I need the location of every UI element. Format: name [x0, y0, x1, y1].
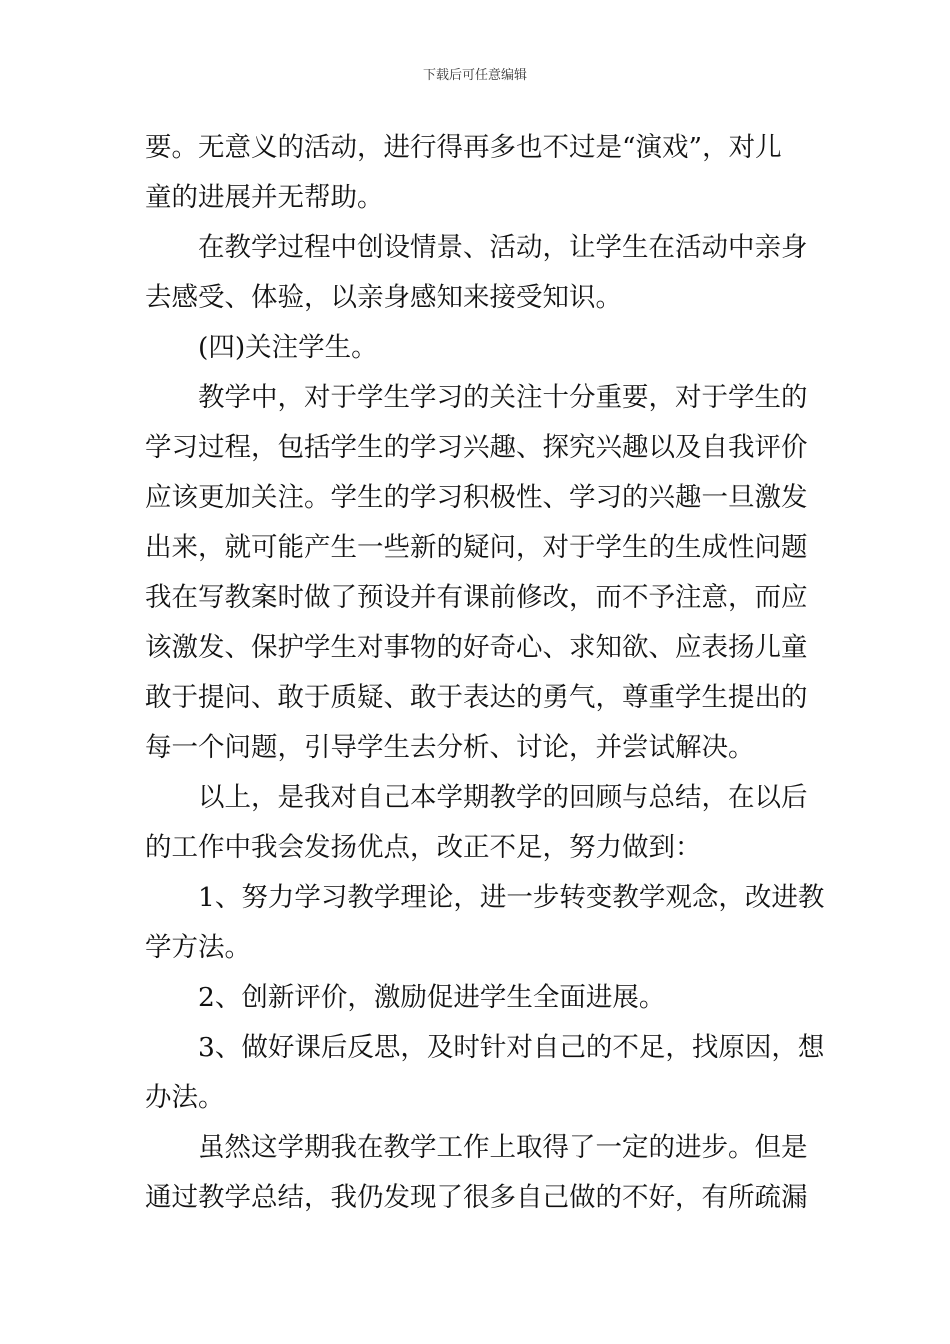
- text-line: 应该更加关注。学生的学习积极性、学习的兴趣一旦激发: [145, 482, 808, 513]
- list-item-2: 2、创新评价，激励促进学生全面进展。: [198, 982, 666, 1013]
- text-line: 该激发、保护学生对事物的好奇心、求知欲、应表扬儿童: [145, 632, 808, 663]
- paragraph-start-line: 在教学过程中创设情景、活动，让学生在活动中亲身: [198, 232, 808, 263]
- list-item-3: 3、做好课后反思，及时针对自己的不足，找原因，想: [198, 1032, 825, 1063]
- document-body: [145, 123, 825, 1223]
- text-line: 学习过程，包括学生的学习兴趣、探究兴趣以及自我评价: [145, 432, 808, 463]
- text-line: 学方法。: [145, 932, 251, 963]
- text-line: 童的进展并无帮助。: [145, 182, 384, 213]
- paragraph-start-line: 以上，是我对自己本学期教学的回顾与总结，在以后: [198, 782, 808, 813]
- text-line: 去感受、体验，以亲身感知来接受知识。: [145, 282, 622, 313]
- paragraph-start-line: 虽然这学期我在教学工作上取得了一定的进步。但是: [198, 1132, 808, 1163]
- text-line: 我在写教案时做了预设并有课前修改，而不予注意，而应: [145, 582, 808, 613]
- text-line: 每一个问题，引导学生去分析、讨论，并尝试解决。: [145, 732, 755, 763]
- paragraph-start-line: 教学中，对于学生学习的关注十分重要，对于学生的: [198, 382, 808, 413]
- text-line: 办法。: [145, 1082, 225, 1113]
- text-line: 敢于提问、敢于质疑、敢于表达的勇气，尊重学生提出的: [145, 682, 808, 713]
- section-heading: (四)关注学生。: [198, 332, 378, 363]
- text-line: 的工作中我会发扬优点，改正不足，努力做到：: [145, 832, 702, 863]
- list-item-1: 1、努力学习教学理论，进一步转变教学观念，改进教: [198, 882, 825, 913]
- page-header: 下载后可任意编辑: [422, 68, 527, 83]
- text-line: 要。无意义的活动，进行得再多也不过是“演戏”，对儿: [145, 132, 782, 163]
- text-line: 出来，就可能产生一些新的疑问，对于学生的生成性问题: [145, 532, 808, 563]
- text-line: 通过教学总结，我仍发现了很多自己做的不好，有所疏漏: [145, 1182, 808, 1213]
